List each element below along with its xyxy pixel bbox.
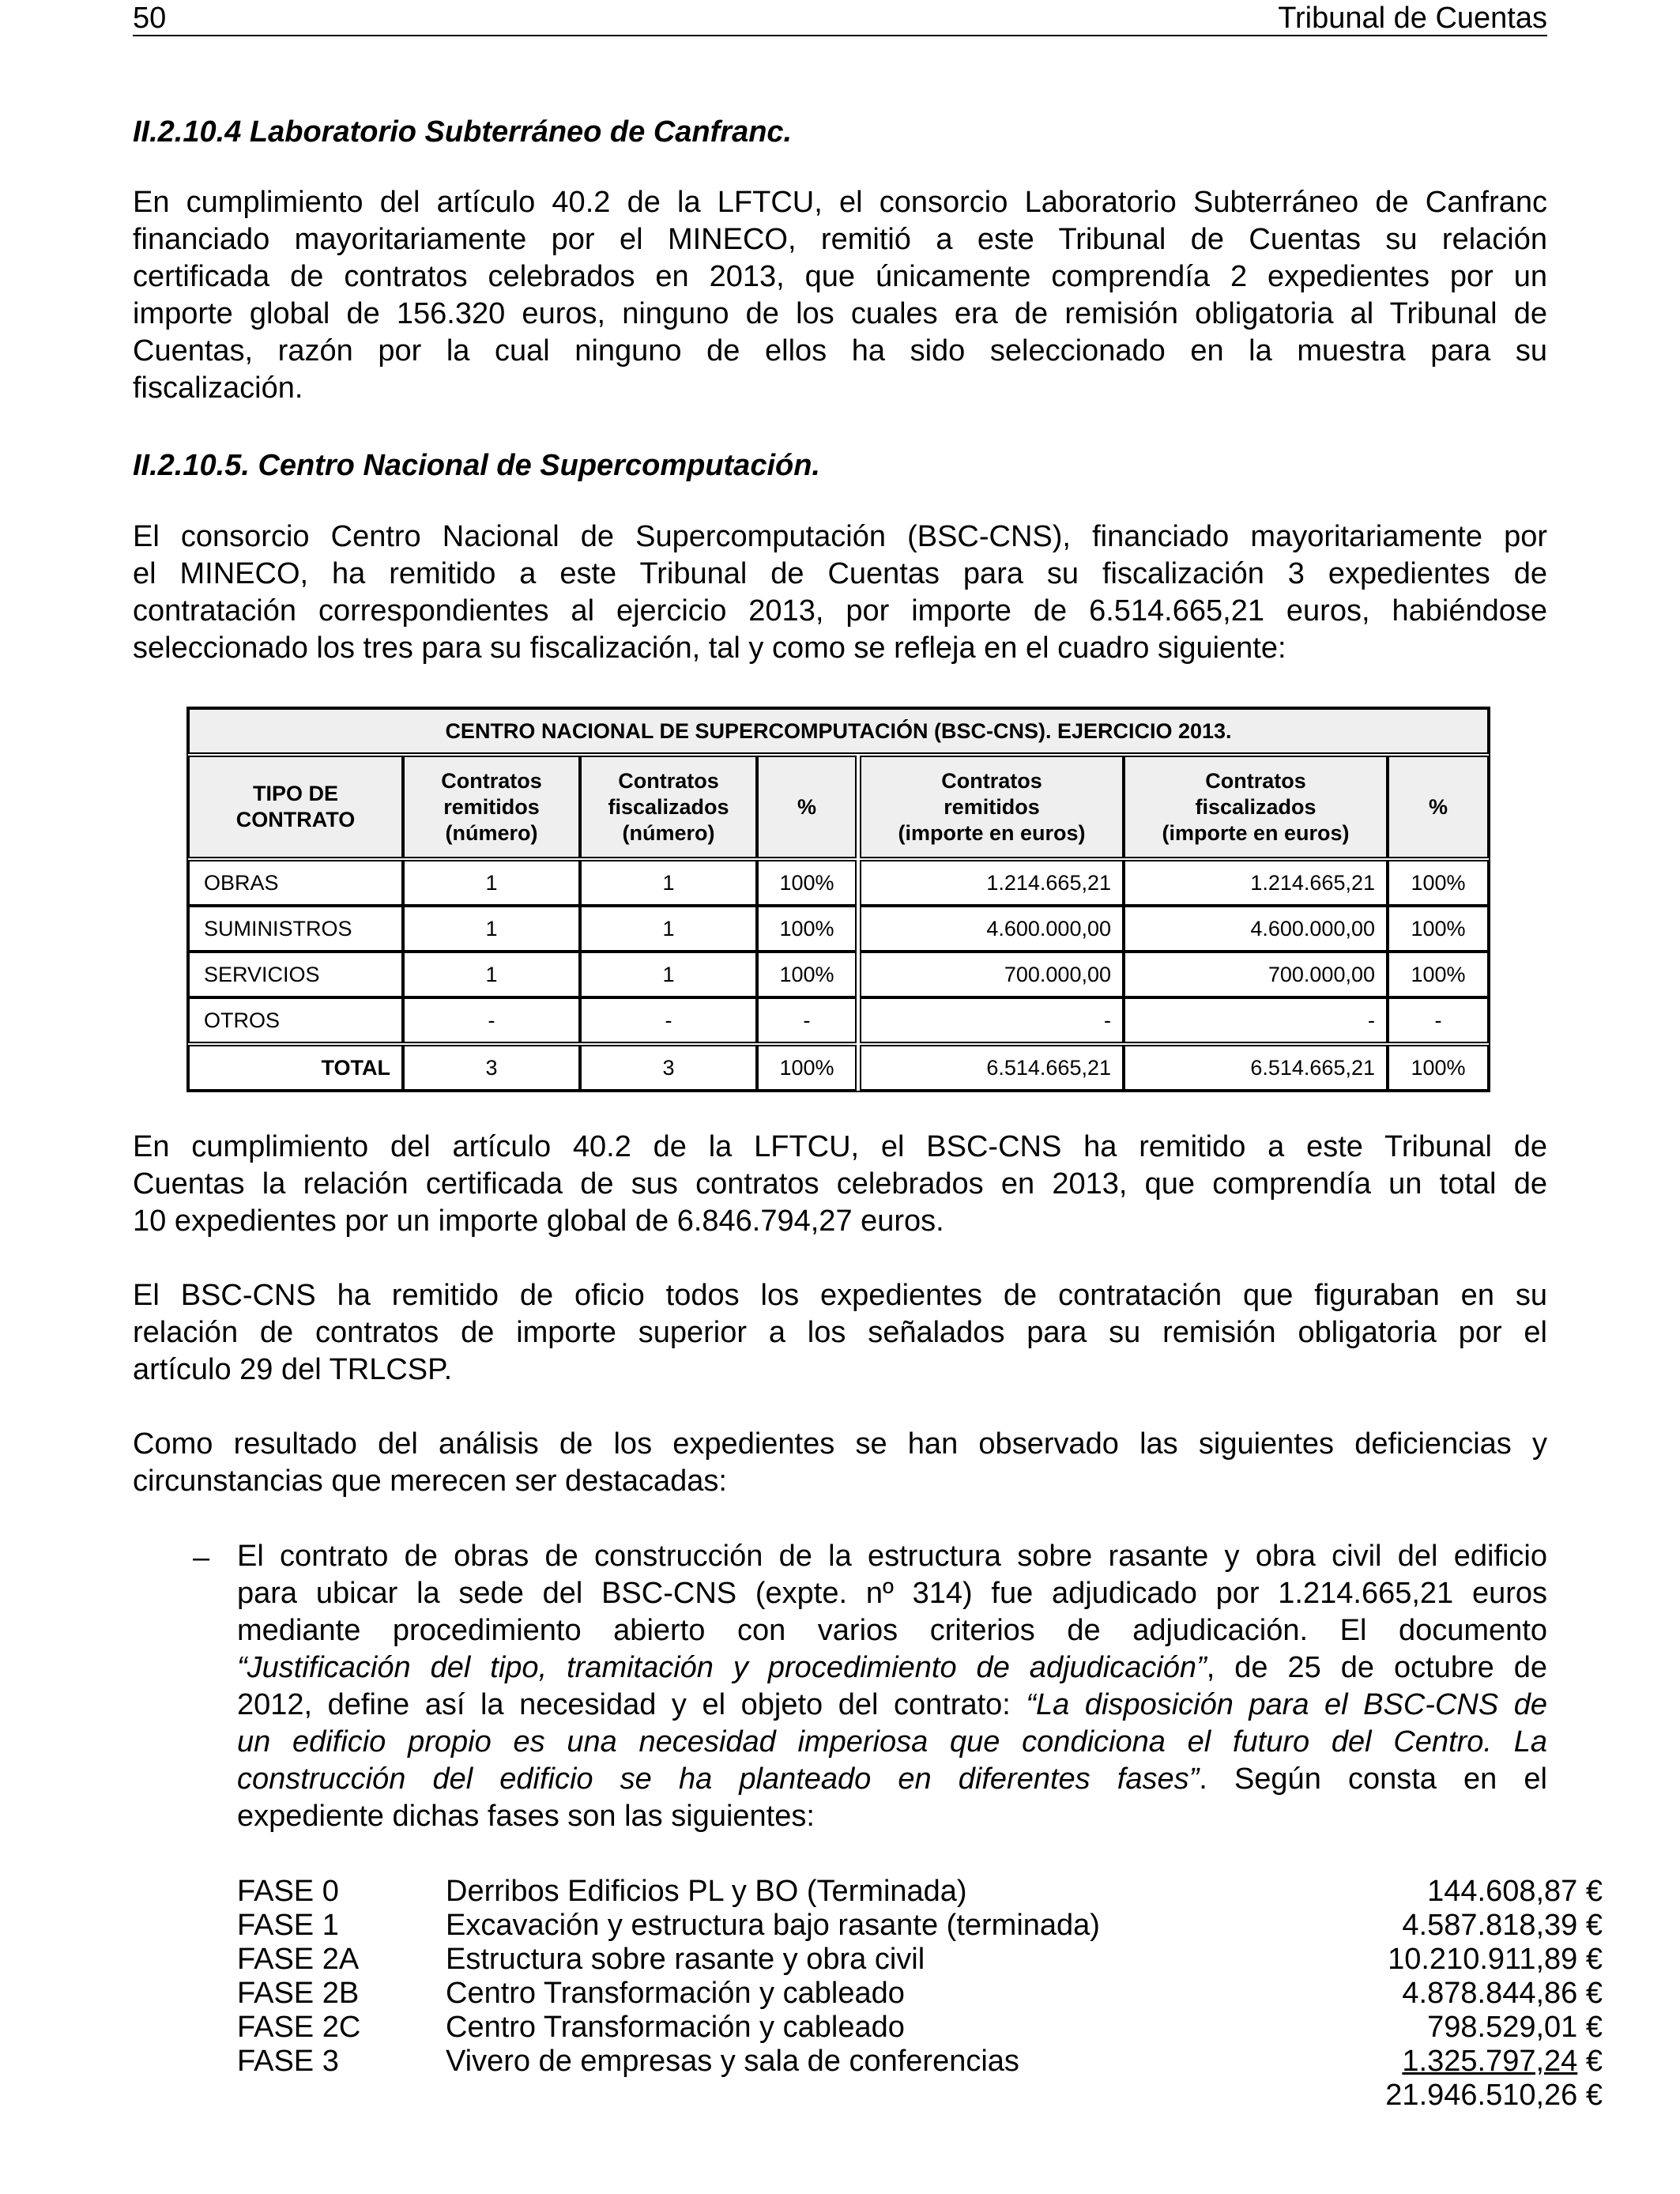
text-line: El contrato de obras de construcción de la estructura sobre rasante y obra civil del edificio xyxy=(237,1540,1547,1573)
text-line: el MINECO, ha remitido a este Tribunal de Cuentas para su fiscalización 3 expedientes de xyxy=(133,557,1547,590)
text-line: En cumplimiento del artículo 40.2 de la LFTCU, el BSC-CNS ha remitido a este Tribunal de xyxy=(133,1130,1547,1163)
phase-amount-number: 1.325.797,24 xyxy=(1402,2045,1578,2078)
text-line: expediente dichas fases son las siguientes: xyxy=(237,1800,815,1833)
section-heading-canfranc: II.2.10.4 Laboratorio Subterráneo de Canfranc. xyxy=(133,115,793,149)
phase-code: FASE 1 xyxy=(237,1909,339,1942)
col-header-pct-numero xyxy=(757,756,857,858)
page-number: 50 xyxy=(133,2,167,35)
text-line: seleccionado los tres para su fiscalización, tal y como se refleja en el cuadro siguiente: xyxy=(133,631,1286,665)
table-cell: 1.214.665,21 xyxy=(1124,860,1388,906)
phases-total: 21.946.510,26 € xyxy=(1385,2079,1603,2112)
text-line: mediante procedimiento abierto con varios criterios de adjudicación. El documento xyxy=(237,1614,1547,1647)
phase-row xyxy=(237,1875,1603,1909)
phase-code: FASE 3 xyxy=(237,2045,339,2078)
text-line xyxy=(237,1649,1547,1687)
table-cell: 100% xyxy=(757,860,857,906)
text-line: Cuentas, razón por la cual ninguno de ellos ha sido seleccionado en la muestra para su xyxy=(133,334,1547,368)
text-line: Como resultado del análisis de los expedientes se han observado las siguientes deficiencias y xyxy=(133,1427,1547,1461)
text-line xyxy=(237,1724,1547,1761)
table-cell: 100% xyxy=(1388,906,1489,952)
phase-row xyxy=(237,1943,1603,1977)
text-line: certificada de contratos celebrados en 2013, que únicamente comprendía 2 expedientes por un xyxy=(133,260,1547,293)
table-cell: - xyxy=(1388,997,1489,1043)
table-cell: - xyxy=(860,997,1124,1043)
table-cell: 100% xyxy=(1388,860,1489,906)
header-line: % xyxy=(797,794,816,819)
table-cell: SUMINISTROS xyxy=(188,906,403,952)
text-line: relación de contratos de importe superior a los señalados para su remisión obligatoria por el xyxy=(133,1316,1547,1349)
col-header-fiscalizados-numero xyxy=(580,756,757,858)
text-line xyxy=(237,1761,1547,1798)
col-header-remitidos-numero xyxy=(403,756,580,858)
header-line: CONTRATO xyxy=(235,808,356,831)
phase-amount: 144.608,87 € xyxy=(1427,1875,1603,1908)
text-span: . Según consta en el xyxy=(1199,1762,1547,1796)
table-cell: 1 xyxy=(580,860,757,906)
table-cell: 100% xyxy=(757,906,857,952)
paragraph-relacion xyxy=(133,1129,1547,1240)
table-cell: 6.514.665,21 xyxy=(1124,1045,1388,1091)
phase-row xyxy=(237,2011,1603,2045)
phase-description: Derribos Edificios PL y BO (Terminada) xyxy=(446,1875,967,1908)
table-cell: 1 xyxy=(403,952,580,997)
running-header xyxy=(133,2,1547,36)
phase-row xyxy=(237,1909,1603,1943)
table-cell: 700.000,00 xyxy=(1124,952,1388,997)
bullet-paragraph xyxy=(237,1538,1547,1835)
col-header-fiscalizados-importe xyxy=(1124,756,1388,858)
header-line: remitidos xyxy=(944,794,1040,819)
phase-amount-currency: € xyxy=(1577,2045,1603,2078)
table-cell: SERVICIOS xyxy=(188,952,403,997)
quoted-text: “La disposición para el BSC-CNS de xyxy=(1026,1688,1548,1721)
phase-code: FASE 2A xyxy=(237,1943,360,1976)
header-title: Tribunal de Cuentas xyxy=(1278,2,1547,35)
table-cell: - xyxy=(1124,997,1388,1043)
text-line: artículo 29 del TRLCSP. xyxy=(133,1353,453,1386)
table-cell: OBRAS xyxy=(188,860,403,906)
text-line: Cuentas la relación certificada de sus contratos celebrados en 2013, que comprendía un total de xyxy=(133,1167,1547,1201)
text-line: 10 expedientes por un importe global de 6.846.794,27 euros. xyxy=(133,1204,944,1238)
phase-description: Excavación y estructura bajo rasante (terminada) xyxy=(446,1909,1100,1942)
header-line: Contratos xyxy=(941,768,1042,793)
table-cell: 100% xyxy=(757,1045,857,1091)
table-cell: - xyxy=(580,997,757,1043)
text-line: El BSC-CNS ha remitido de oficio todos los expedientes de contratación que figuraban en su xyxy=(133,1279,1547,1312)
table-title: CENTRO NACIONAL DE SUPERCOMPUTACIÓN (BSC-CNS). EJERCICIO 2013. xyxy=(188,708,1489,754)
phase-amount: 4.587.818,39 € xyxy=(1402,1909,1603,1942)
text-span: , de 25 de octubre de xyxy=(1206,1651,1547,1684)
paragraph-bsc xyxy=(133,518,1547,667)
header-line: fiscalizados xyxy=(1195,794,1317,819)
text-line: importe global de 156.320 euros, ninguno de los cuales era de remisión obligatoria al Tribunal de xyxy=(133,297,1547,330)
quoted-text: construcción del edificio se ha planteado en diferentes fases” xyxy=(237,1762,1200,1796)
table-cell: - xyxy=(757,997,857,1043)
table-cell: 6.514.665,21 xyxy=(860,1045,1124,1091)
text-line: fiscalización. xyxy=(133,371,303,405)
col-header-remitidos-importe xyxy=(860,756,1124,858)
text-line: financiado mayoritariamente por el MINECO, remitió a este Tribunal de Cuentas su relación xyxy=(133,223,1547,256)
header-line: (importe en euros) xyxy=(1162,820,1350,845)
phase-amount xyxy=(1402,2045,1603,2079)
phase-description: Vivero de empresas y sala de conferencias xyxy=(446,2045,1019,2078)
phase-total-row xyxy=(237,2079,1603,2113)
table-cell: 3 xyxy=(403,1045,580,1091)
header-line: fiscalizados xyxy=(608,794,729,819)
phase-code: FASE 2B xyxy=(237,1977,360,2010)
phase-row xyxy=(237,2045,1603,2079)
text-line: para ubicar la sede del BSC-CNS (expte. nº 314) fue adjudicado por 1.214.665,21 euros xyxy=(237,1577,1547,1610)
col-header-pct-importe xyxy=(1388,756,1489,858)
table-cell: 1 xyxy=(580,906,757,952)
table-cell: 100% xyxy=(757,952,857,997)
header-line: remitidos xyxy=(443,794,540,819)
table-cell: 100% xyxy=(1388,1045,1489,1091)
table-cell: 1 xyxy=(580,952,757,997)
col-header-tipo xyxy=(188,756,403,858)
quoted-title: “Justificación del tipo, tramitación y procedimiento de adjudicación” xyxy=(237,1651,1207,1684)
total-label: TOTAL xyxy=(188,1045,403,1091)
paragraph-canfranc xyxy=(133,184,1547,407)
header-line: (importe en euros) xyxy=(898,820,1086,845)
table-cell: 1 xyxy=(403,860,580,906)
phase-description: Centro Transformación y cableado xyxy=(446,1977,905,2010)
quoted-text: un edificio propio es una necesidad imperiosa que condiciona el futuro del Centro. La xyxy=(237,1725,1547,1759)
table-cell: - xyxy=(403,997,580,1043)
text-line: circunstancias que merecen ser destacadas: xyxy=(133,1465,727,1498)
table-cell: 3 xyxy=(580,1045,757,1091)
text-line xyxy=(237,1687,1547,1724)
phase-row xyxy=(237,1977,1603,2011)
header-line: Contratos xyxy=(618,768,719,793)
table-cell: OTROS xyxy=(188,997,403,1043)
section-heading-bsc: II.2.10.5. Centro Nacional de Supercomputación. xyxy=(133,449,820,482)
bullet-dash: – xyxy=(193,1541,210,1574)
phase-code: FASE 2C xyxy=(237,2011,361,2044)
table-cell: 1.214.665,21 xyxy=(860,860,1124,906)
header-line: Contratos xyxy=(441,768,542,793)
header-line: (número) xyxy=(622,820,715,845)
text-line: contratación correspondientes al ejercicio 2013, por importe de 6.514.665,21 euros, habiéndose xyxy=(133,594,1547,628)
header-line: Contratos xyxy=(1205,768,1306,793)
paragraph-resultado xyxy=(133,1426,1547,1500)
phase-amount: 798.529,01 € xyxy=(1427,2011,1603,2044)
header-line: TIPO DE xyxy=(252,782,338,805)
phase-description: Estructura sobre rasante y obra civil xyxy=(446,1943,925,1976)
table-cell: 700.000,00 xyxy=(860,952,1124,997)
phase-amount: 4.878.844,86 € xyxy=(1402,1977,1603,2010)
text-line: En cumplimiento del artículo 40.2 de la LFTCU, el consorcio Laboratorio Subterráneo de Canfranc xyxy=(133,186,1547,219)
table-cell: 4.600.000,00 xyxy=(860,906,1124,952)
table-cell: 4.600.000,00 xyxy=(1124,906,1388,952)
header-line: (número) xyxy=(445,820,538,845)
table-cell: 1 xyxy=(403,906,580,952)
phases-list xyxy=(237,1875,1603,2113)
paragraph-oficio xyxy=(133,1277,1547,1389)
contracts-table xyxy=(186,707,1490,1092)
text-line: El consorcio Centro Nacional de Supercomputación (BSC-CNS), financiado mayoritariamente por xyxy=(133,520,1547,553)
phase-description: Centro Transformación y cableado xyxy=(446,2011,905,2044)
table-cell: 100% xyxy=(1388,952,1489,997)
text-span: 2012, define así la necesidad y el objeto del contrato: xyxy=(237,1688,1026,1721)
header-line: % xyxy=(1428,794,1448,819)
phase-amount: 10.210.911,89 € xyxy=(1388,1943,1603,1976)
phase-code: FASE 0 xyxy=(237,1875,339,1908)
